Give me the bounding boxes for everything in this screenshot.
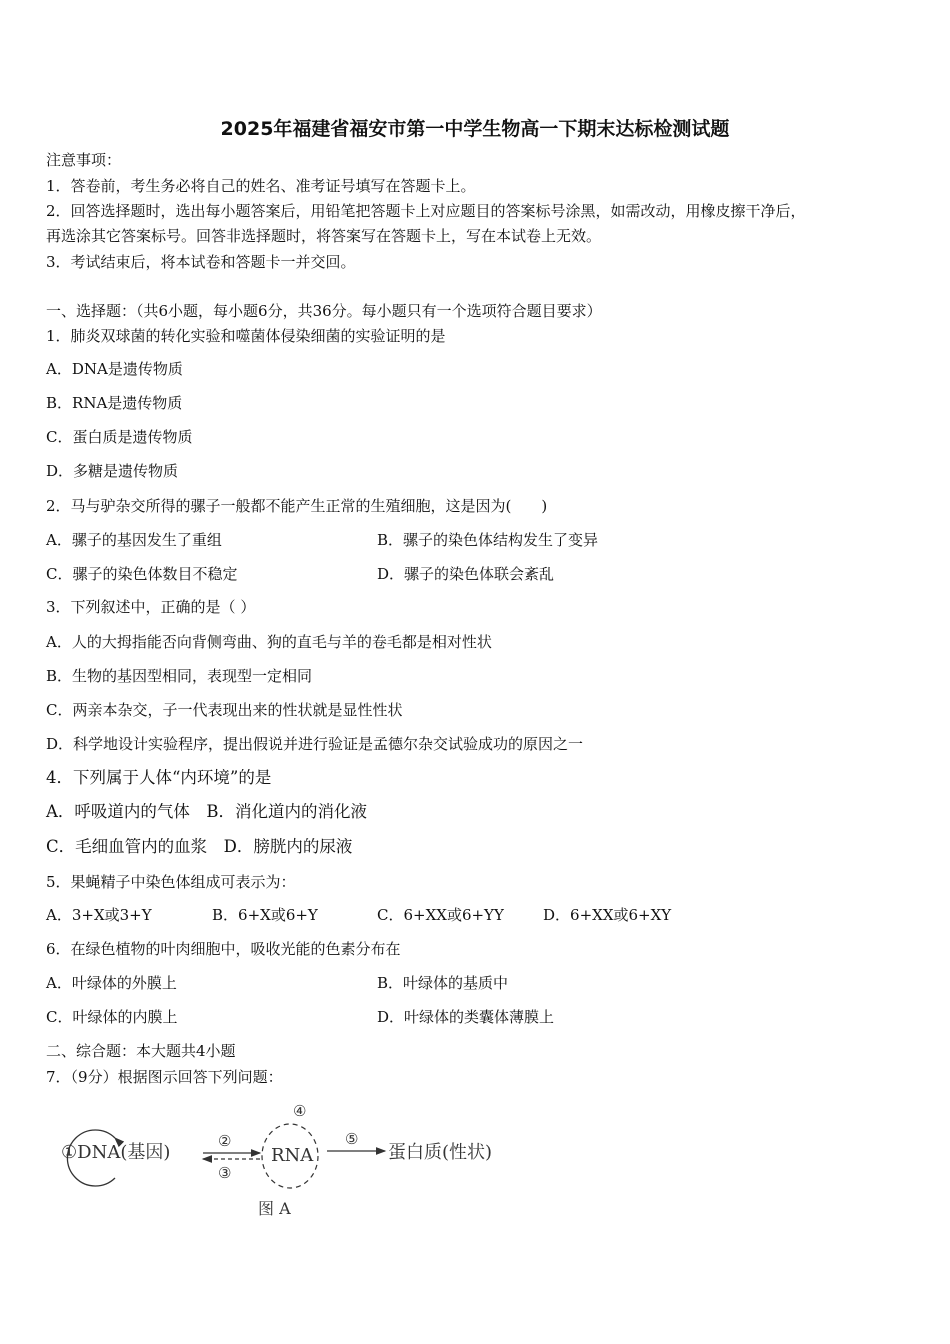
notice-item: 2．回答选择题时，选出每小题答案后，用铅笔把答题卡上对应题目的答案标号涂黑，如需改动，用橡皮擦干净后，: [46, 202, 806, 220]
option: C．骡子的染色体数目不稳定: [46, 565, 238, 583]
option: C．毛细血管内的血浆 D．膀胱内的尿液: [46, 837, 353, 856]
option: A．叶绿体的外膜上: [46, 974, 177, 992]
dna-label: ①DNA(基因): [61, 1142, 171, 1163]
question-stem: 6．在绿色植物的叶肉细胞中，吸收光能的色素分布在: [46, 940, 401, 958]
central-dogma-diagram: [55, 1098, 545, 1223]
notice-item: 3．考试结束后，将本试卷和答题卡一并交回。: [46, 253, 356, 271]
option: D．骡子的染色体联会紊乱: [377, 565, 555, 583]
question-stem: 3．下列叙述中，正确的是（ ）: [46, 598, 256, 616]
option: A．DNA是遗传物质: [46, 360, 183, 378]
document-title: 2025年福建省福安市第一中学生物高一下期末达标检测试题: [220, 118, 730, 140]
option: C．蛋白质是遗传物质: [46, 428, 193, 446]
label-2: ②: [218, 1132, 232, 1150]
notice-item: 再选涂其它答案标号。回答非选择题时，将答案写在答题卡上，写在本试卷上无效。: [46, 227, 602, 245]
option: B．叶绿体的基质中: [377, 974, 509, 992]
label-5: ⑤: [345, 1130, 359, 1148]
option: C．两亲本杂交，子一代表现出来的性状就是显性性状: [46, 701, 403, 719]
rna-label: RNA: [271, 1145, 314, 1166]
notice-item: 1．答卷前，考生务必将自己的姓名、准考证号填写在答题卡上。: [46, 177, 476, 195]
question-stem: 2．马与驴杂交所得的骡子一般都不能产生正常的生殖细胞，这是因为( ): [46, 497, 548, 515]
option: D．科学地设计实验程序，提出假说并进行验证是孟德尔杂交试验成功的原因之一: [46, 735, 584, 753]
question-stem: 1．肺炎双球菌的转化实验和噬菌体侵染细菌的实验证明的是: [46, 327, 446, 345]
question-stem: 4．下列属于人体“内环境”的是: [46, 768, 272, 787]
option: D．6+XX或6+XY: [543, 906, 672, 924]
option: D．叶绿体的类囊体薄膜上: [377, 1008, 555, 1026]
figure-caption: 图 A: [258, 1199, 291, 1218]
label-4: ④: [293, 1102, 307, 1120]
option: C．6+XX或6+YY: [377, 906, 504, 924]
section-heading: 一、选择题：（共6小题，每小题6分，共36分。每小题只有一个选项符合题目要求）: [46, 302, 602, 320]
question-stem: 5．果蝇精子中染色体组成可表示为：: [46, 873, 296, 891]
option: B．生物的基因型相同，表现型一定相同: [46, 667, 313, 685]
option: B．骡子的染色体结构发生了变异: [377, 531, 599, 549]
section-heading: 二、综合题：本大题共4小题: [46, 1042, 236, 1060]
option: B．6+X或6+Y: [212, 906, 318, 924]
notice-heading: 注意事项：: [46, 151, 122, 169]
option: A．人的大拇指能否向背侧弯曲、狗的直毛与羊的卷毛都是相对性状: [46, 633, 492, 651]
option: B．RNA是遗传物质: [46, 394, 183, 412]
label-3: ③: [218, 1164, 232, 1182]
protein-label: 蛋白质(性状): [388, 1142, 493, 1163]
question-stem: 7．（9分）根据图示回答下列问题：: [46, 1068, 283, 1086]
option: C．叶绿体的内膜上: [46, 1008, 178, 1026]
option: D．多糖是遗传物质: [46, 462, 179, 480]
option: A．骡子的基因发生了重组: [46, 531, 222, 549]
option: A．3+X或3+Y: [46, 906, 152, 924]
option: A．呼吸道内的气体 B．消化道内的消化液: [46, 802, 368, 821]
